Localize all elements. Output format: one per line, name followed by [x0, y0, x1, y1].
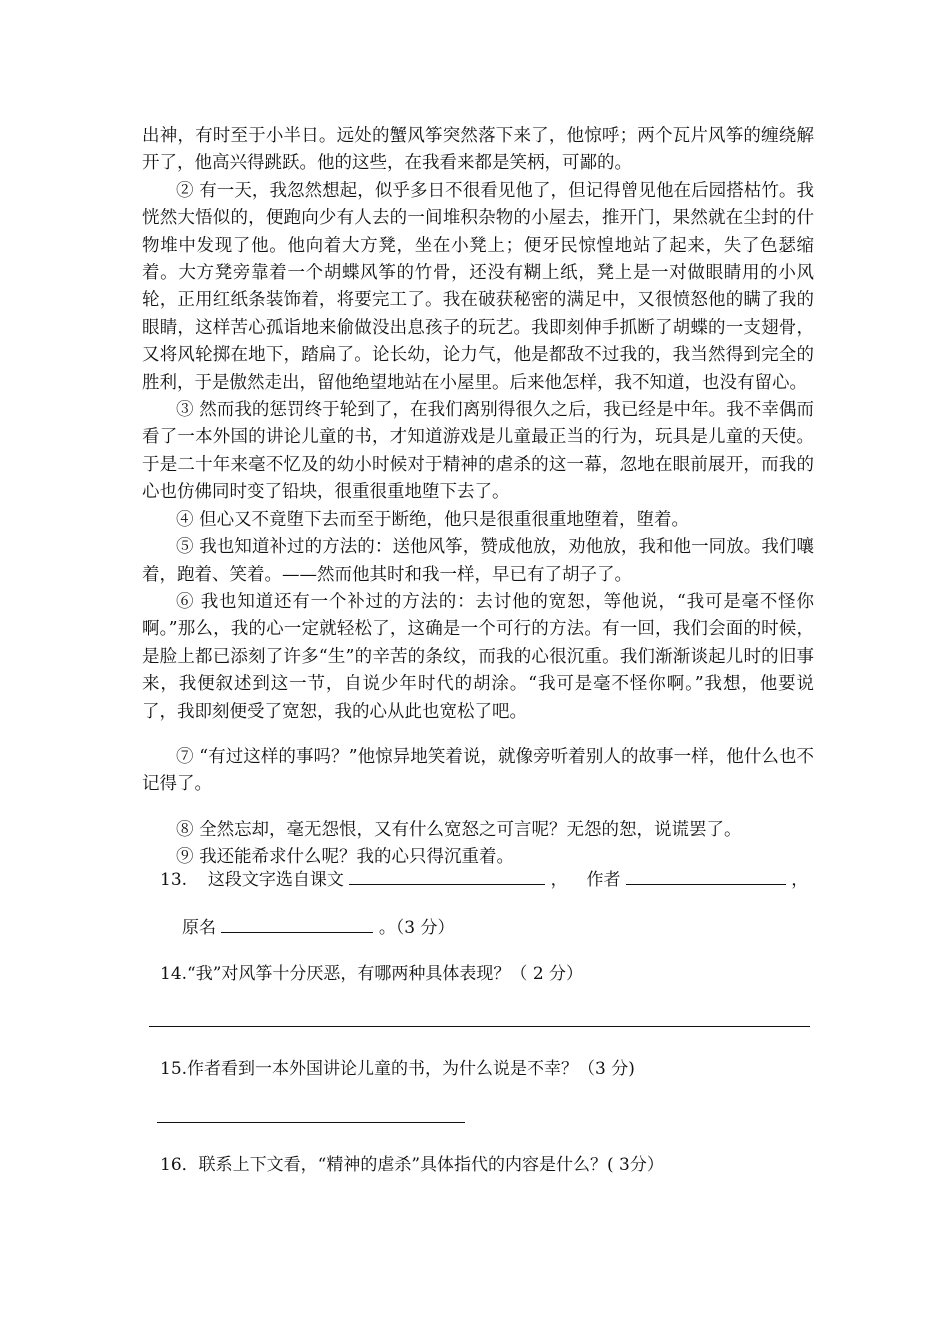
question-13-end: ，	[791, 870, 809, 890]
paragraph-2: ② 有一天，我忽然想起，似乎多日不很看见他了，但记得曾见他在后园搭枯竹。我恍然大悟似的，便跑向少有人去的一间堆积杂物的小屋去，推开门，果然就在尘封的什物堆中发现了他。他向着大方凳，坐在小凳上；便牙民惊惶地站了起来，失了色瑟缩着。大方凳旁靠着一个胡蝶风筝的竹骨，还没有糊上纸，凳上是一对做眼睛用的小风轮，正用红纸条装饰着，将要完工了。我在破获秘密的满足中，又很愤怒他的瞒了我的眼睛，这样苦心孤诣地来偷做没出息孩子的玩艺。我即刻伸手抓断了胡蝶的一支翅骨，又将风轮掷在地下，踏扁了。论长幼，论力气，他是都敌不过我的，我当然得到完全的胜利，于是傲然走出，留他绝望地站在小屋里。后来他怎样，我不知道，也没有留心。	[142, 180, 814, 393]
paragraph-5: ⑤ 我也知道补过的方法的：送他风筝，赞成他放，劝他放，我和他一同放。我们嚷着，跑着、笑着。——然而他其时和我一样，早已有了胡子了。	[142, 537, 814, 585]
paragraph-1: 出神，有时至于小半日。远处的蟹风筝突然落下来了，他惊呼；两个瓦片风筝的缠绕解开了，他高兴得跳跃。他的这些，在我看来都是笑柄，可鄙的。	[142, 126, 814, 174]
question-13-sep: ，	[550, 870, 568, 890]
question-13-author-label: 作者	[586, 870, 621, 890]
paragraph-7: ⑦ “有过这样的事吗？”他惊异地笑着说，就像旁听着别人的故事一样，他什么也不记得了。	[142, 746, 814, 795]
question-13	[160, 866, 808, 892]
question-16: 16．联系上下文看，“精神的虐杀”具体指代的内容是什么？( 3分）	[160, 1155, 664, 1175]
paragraph-8: ⑧ 全然忘却，毫无怨恨，又有什么宽怒之可言呢？无怨的恕，说谎罢了。	[176, 819, 742, 840]
answer-blank-original-title[interactable]	[221, 914, 373, 933]
question-13-text: 这段文字选自课文	[207, 870, 344, 890]
paragraph-6: ⑥ 我也知道还有一个补过的方法的：去讨他的宽恕，等他说，“我可是毫不怪你啊。”那么，我的心一定就轻松了，这确是一个可行的方法。有一回，我们会面的时候，是脸上都已添刻了许多“生”的辛苦的条纹，而我的心很沉重。我们渐渐谈起儿时的旧事来，我便叙述到这一节，自说少年时代的胡涂。“我可是毫不怪你啊。”我想，他要说了，我即刻便受了宽恕，我的心从此也宽松了吧。	[142, 591, 814, 722]
question-13-line-2	[182, 914, 455, 940]
answer-blank-lesson[interactable]	[349, 866, 545, 885]
question-13-number: 13.	[160, 870, 188, 890]
question-14: 14.“我”对风筝十分厌恶，有哪两种具体表现？（ 2 分）	[160, 964, 584, 984]
reading-passage	[142, 123, 814, 872]
question-13-original-label: 原名	[182, 918, 216, 938]
answer-blank-author[interactable]	[626, 866, 786, 885]
paragraph-4: ④ 但心又不竟堕下去而至于断绝，他只是很重很重地堕着，堕着。	[176, 509, 690, 530]
answer-line-q15[interactable]	[157, 1122, 465, 1123]
paragraph-3: ③ 然而我的惩罚终于轮到了，在我们离别得很久之后，我已经是中年。我不幸偶而看了一本外国的讲论儿童的书，才知道游戏是儿童最正当的行为，玩具是儿童的天使。于是二十年来毫不忆及的幼小时候对于精神的虐杀的这一幕，忽地在眼前展开，而我的心也仿佛同时变了铅块，很重很重地堕下去了。	[142, 400, 814, 503]
paragraph-9: ⑨ 我还能希求什么呢？我的心只得沉重着。	[176, 847, 515, 868]
question-15: 15.作者看到一本外国讲论儿童的书，为什么说是不幸？（3 分)	[160, 1059, 635, 1079]
answer-line-q14[interactable]	[149, 1026, 810, 1027]
question-13-score: 。（3 分）	[378, 918, 455, 938]
